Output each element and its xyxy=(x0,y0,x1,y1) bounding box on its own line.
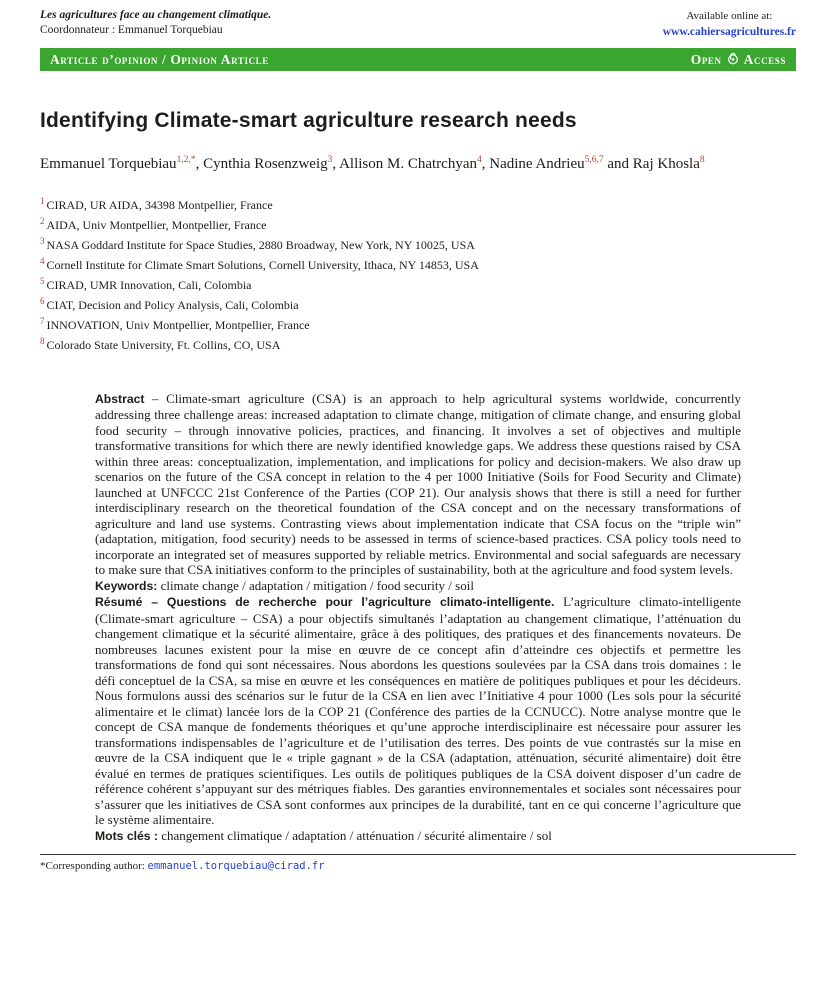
affiliation-list xyxy=(40,193,796,353)
article-type-banner xyxy=(40,48,796,71)
author-affiliation-sup: 1,2,* xyxy=(176,155,196,166)
author-affiliation-sup: 4 xyxy=(476,155,482,166)
author: Cynthia Rosenzweig$^3$, xyxy=(203,155,340,173)
open-access-badge[interactable] xyxy=(691,51,786,69)
abstract-label: Abstract xyxy=(95,391,145,406)
article-type-label: Article d’opinion / Opinion Article xyxy=(50,51,269,67)
open-access-open-label: Open xyxy=(690,51,722,67)
author-affiliation-sup: 5,6,7 xyxy=(584,155,604,166)
abstract-paragraph xyxy=(95,391,741,578)
available-online-block xyxy=(663,9,796,40)
open-access-access-label: Access xyxy=(743,51,786,67)
resume-text: L’agriculture climato-intelligente (Climate-smart agriculture – CSA) a pour objectifs simultanés l’adaptation au changement climatique, l’atténuation du changement climatique et la sécurité alimentaire, grâce à des politiques, des pratiques et des financements novateurs. De nombreuses lacunes existent pour la mise en œuvre de ce concept afin d’atteindre ces objectifs et permettre les transformations de fond qui sont nécessaires. Nous abordons les questions soulevées par la CSA dans trois domaines : le défi conceptuel de la CSA, sa mise en œuvre et les conséquences en matière de politiques publiques et pour les décideurs. Nous formulons aussi des scénarios sur le futur de la CSA en lien avec l’Initiative 4 pour 1000 (Les sols pour la sécurité alimentaire et le climat) lancée lors de la COP 21 (Conférence des parties de la CCNUCC). Notre analyse montre que le concept de CSA manque de fondements théoriques et qu’une approche interdisciplinaire est nécessaire pour assurer les transformations indispensables de l’agriculture et de l’utilisation des terres. Des points de vue contrastés sur la mise en œuvre de la CSA indiquent que le « triple gagnant » de la CSA (adaptation, atténuation, sécurité alimentaire) doit être évalué en termes de pratiques scientifiques. Les outils de politiques publiques de la CSA doivent disposer d’un cadre de référence cohérent s’appuyant sur des métriques fiables. Des garanties environnementales et sociales sont nécessaires pour s’assurer que les initiatives de CSA sont conformes aux principes de la durabilité, tant en ce qui concerne l’agriculture que le système alimentaire. xyxy=(95,594,741,828)
affiliation-item: $^7$ INNOVATION, Univ Montpellier, Montpellier, France xyxy=(40,315,310,332)
affiliation-item: $^8$ Colorado State University, Ft. Collins, CO, USA xyxy=(40,335,281,352)
affiliation-item: $^6$ CIAT, Decision and Policy Analysis, Cali, Colombia xyxy=(40,295,299,312)
resume-heading: Résumé – Questions de recherche pour l’agriculture climato-intelligente. xyxy=(95,595,555,610)
author: Nadine Andrieu$^{5,6,7}$ and xyxy=(489,155,633,173)
keywords-line xyxy=(95,578,741,595)
mots-cles-line xyxy=(95,828,741,845)
journal-website-link[interactable]: www.cahiersagricultures.fr xyxy=(662,26,796,39)
affiliation-item: $^4$ Cornell Institute for Climate Smart Solutions, Cornell University, Ithaca, NY 14853, USA xyxy=(40,255,479,272)
resume-paragraph xyxy=(95,594,741,828)
corresponding-author-email[interactable]: emmanuel.torquebiau@cirad.fr xyxy=(147,860,325,873)
series-title: Les agricultures face au changement climatique. xyxy=(40,9,272,21)
author-affiliation-sup: 3 xyxy=(327,155,333,166)
masthead xyxy=(40,9,796,40)
affiliation-item: $^1$ CIRAD, UR AIDA, 34398 Montpellier, France xyxy=(40,195,273,212)
open-access-icon xyxy=(726,51,740,69)
keywords-text: climate change / adaptation / mitigation / food security / soil xyxy=(160,577,474,593)
mots-cles-label: Mots clés : xyxy=(95,828,158,843)
author: Emmanuel Torquebiau$^{1,2,*}$, xyxy=(40,155,204,173)
affiliation-item: $^2$ AIDA, Univ Montpellier, Montpellier, France xyxy=(40,215,267,232)
author: Raj Khosla$^8$ xyxy=(632,155,705,173)
affiliation-item: $^5$ CIRAD, UMR Innovation, Cali, Colombia xyxy=(40,275,252,292)
mots-cles-text: changement climatique / adaptation / atténuation / sécurité alimentaire / sol xyxy=(161,827,552,843)
series-block xyxy=(40,9,271,36)
author: Allison M. Chatrchyan$^4$, xyxy=(339,155,490,173)
corresponding-author-note xyxy=(40,854,796,872)
keywords-label: Keywords: xyxy=(95,578,158,593)
corresponding-author-marker: *Corresponding author: xyxy=(40,860,145,873)
abstract-section xyxy=(95,391,741,845)
article-title: Identifying Climate-smart agriculture research needs xyxy=(40,109,577,133)
series-coordinator: Coordonnateur : Emmanuel Torquebiau xyxy=(40,24,223,36)
abstract-text: – Climate-smart agriculture (CSA) is an approach to help agricultural systems worldwide, concurrently addressing three challenge areas: increased adaptation to climate change, mitigation of climate change, and ensuring global food security – through innovative policies, practices, and financing. It involves a set of objectives and multiple transformative transitions for which there are newly identified knowledge gaps. We address these questions raised by CSA within three areas: conceptualization, implementation, and implications for policy and decision-makers. We also draw up scenarios on the future of the CSA concept in relation to the 4 per 1000 Initiative (Soils for Food Security and Climate) launched at UNFCCC 21st Conference of the Parties (COP 21). Our analysis shows that there is still a need for further interdisciplinary research on the theoretical foundation of the CSA concept and on the necessary transformations of agriculture and land use systems. Contrasting views about implementation indicate that CSA focus on the “triple win” (adaptation, mitigation, food security) needs to be assessed in terms of science-based practices. CSA policy tools need to incorporate an integrated set of measures supported by reliable metrics. Environmental and social safeguards are necessary to make sure that CSA initiatives conform to the principles of sustainability, both at the agriculture and food system levels. xyxy=(95,390,741,578)
author-affiliation-sup: 8 xyxy=(699,155,705,166)
affiliation-item: $^3$ NASA Goddard Institute for Space Studies, 2880 Broadway, New York, NY 10025, USA xyxy=(40,235,475,252)
available-online-label: Available online at: xyxy=(686,10,773,22)
author-list xyxy=(40,153,740,176)
